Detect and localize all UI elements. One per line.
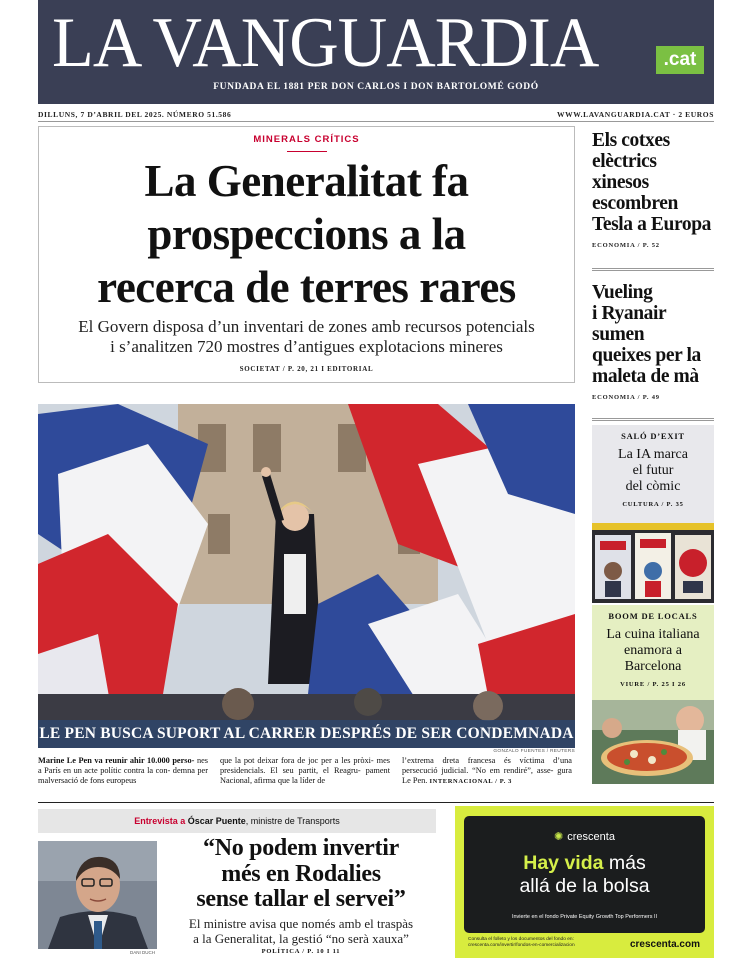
promo-title-line: enamora a	[624, 643, 682, 658]
promo-title-line: el futur	[632, 463, 674, 478]
deck-line: El ministre avisa que només amb el traspàs	[188, 916, 414, 931]
story-text: nes a París en un acte polític contra la con- demna per malversació de fons europeus	[38, 756, 208, 786]
rail-story-ev[interactable]	[592, 130, 714, 249]
promo-italian[interactable]	[592, 605, 714, 700]
photo-caption: LE PEN BUSCA SUPORT AL CARRER DESPRÉS DE SER CONDEMNADA	[38, 720, 575, 748]
promo-section: VIURE / P. 25 I 26	[620, 681, 686, 688]
ad-url[interactable]: crescenta.com	[629, 939, 700, 950]
dateline	[38, 108, 714, 122]
headline-line: La Generalitat fa	[144, 156, 469, 206]
interview-deck	[166, 916, 436, 946]
pizza-image	[592, 700, 714, 784]
logo-domain-badge: .cat	[656, 46, 704, 74]
deck-line: El Govern disposa d’un inventari de zones amb recursos potencials	[78, 317, 535, 336]
promo-kicker: BOOM DE LOCALS	[608, 611, 698, 621]
promo-title-line: La cuina italiana	[606, 627, 700, 642]
rail-headline-line: queixes per la	[592, 345, 701, 366]
quote-line: sense tallar el servei”	[196, 886, 406, 912]
divider	[592, 418, 714, 421]
rail-headline-line: Tesla a Europa	[592, 214, 712, 235]
portrait-credit: DANI DUCH	[130, 950, 156, 955]
lead-story[interactable]	[38, 126, 575, 383]
ad-brand	[464, 830, 705, 843]
slogan-text: más	[603, 852, 646, 874]
interviewee-name: Óscar Puente	[187, 816, 246, 826]
story-lead-bold: Marine Le Pen va reunir ahir 10.000 perso-	[38, 756, 195, 765]
rail-section: ECONOMIA / P. 52	[592, 242, 660, 249]
rail-section: ECONOMIA / P. 49	[592, 394, 660, 401]
issue-date: DILLUNS, 7 D’ABRIL DEL 2025. NÚMERO 51.586	[38, 110, 232, 119]
rally-photo	[38, 404, 575, 748]
rail-headline-line: Vueling	[592, 282, 653, 303]
rail-headline-line: maleta de mà	[592, 366, 699, 387]
brand-logo-icon: ✺	[554, 831, 564, 843]
newspaper-logo[interactable]: LA VANGUARDIA	[52, 4, 599, 82]
story-column	[220, 756, 390, 787]
rail-headline-line: sumen	[592, 324, 645, 345]
rail-story-vueling[interactable]	[592, 282, 714, 401]
promo-kicker: SALÓ D’EXIT	[621, 431, 685, 441]
headline-line: recerca de terres rares	[97, 262, 516, 312]
website-price: WWW.LAVANGUARDIA.CAT · 2 EUROS	[557, 110, 714, 119]
interview-page-reference: POLÍTICA / P. 10 I 11	[261, 948, 341, 955]
story-text: l’extrema dreta francesa és víctima d’una persecució judicial. “No em rendiré”, asse- gura Le Pen.	[402, 756, 572, 786]
story-column	[402, 756, 572, 788]
rail-headline	[592, 130, 714, 235]
portrait-image	[38, 841, 157, 949]
lead-headline[interactable]	[39, 155, 574, 314]
promo-title	[592, 447, 714, 495]
ad-card	[464, 816, 705, 933]
promo-title-line: La IA marca	[618, 447, 688, 462]
photo-credit: GONZALO FUENTES / REUTERS	[493, 749, 575, 754]
divider	[38, 802, 714, 803]
ad-subtext: Invierte en el fondo Private Equity Growth Top Performers II	[511, 914, 658, 920]
interviewee-portrait	[38, 841, 157, 949]
story-column	[38, 756, 208, 787]
lead-page-reference: SOCIETAT / P. 20, 21 I EDITORIAL	[239, 365, 374, 373]
quote-line: “No podem invertir	[203, 835, 399, 861]
rail-headline-line: elèctrics	[592, 151, 657, 172]
kicker-underline	[287, 151, 327, 152]
interview-quote[interactable]	[166, 836, 436, 913]
slogan-text: allá de la bolsa	[519, 875, 650, 897]
divider	[38, 121, 714, 122]
interview-label	[38, 809, 436, 833]
quote-line: més en Rodalies	[221, 860, 381, 887]
main-photo[interactable]	[38, 404, 575, 748]
slogan-highlight: Hay vida	[523, 852, 604, 874]
rail-headline	[592, 282, 714, 387]
story-page-reference[interactable]: INTERNACIONAL / P. 3	[429, 778, 512, 786]
masthead-tagline: FUNDADA EL 1881 PER DON CARLOS I DON BARTOLOMÉ GODÓ	[213, 82, 539, 92]
divider	[592, 268, 714, 271]
promo-title	[592, 627, 714, 675]
comic-art-image	[592, 523, 714, 603]
masthead	[38, 0, 714, 104]
deck-line: i s’analitzen 720 mostres d’antigues explotacions mineres	[110, 337, 503, 356]
promo-section: CULTURA / P. 35	[622, 501, 684, 508]
lead-deck	[39, 317, 574, 357]
rail-headline-line: Els cotxes	[592, 130, 670, 151]
interview-tag: Entrevista a	[134, 816, 186, 826]
story-text: que la pot deixar fora de joc per a les pròxi- mes presidencials. El seu partit, el Reagru- pament Nacional, afirma que la líder de	[220, 756, 390, 786]
lead-kicker: MINERALS CRÍTICS	[253, 134, 360, 145]
promo-title-line: Barcelona	[624, 659, 682, 674]
promo-title-line: del còmic	[625, 479, 681, 494]
ad-slogan	[464, 852, 705, 898]
crescenta-ad[interactable]	[455, 806, 714, 958]
rail-headline-line: xinesos	[592, 172, 649, 193]
rail-headline-line: escombren	[592, 193, 678, 214]
deck-line: a la Generalitat, la gestió “no serà xauxa”	[193, 931, 409, 946]
interviewee-role: , ministre de Transports	[245, 816, 340, 826]
rail-headline-line: i Ryanair	[592, 303, 667, 324]
headline-line: prospeccions a la	[147, 209, 466, 259]
ad-legal-text: Consulta el folleto y los documentos del fondo en: crescenta.com/invertir/fondos-en-comercializacion	[468, 937, 575, 948]
ad-brand-name: crescenta	[567, 831, 615, 843]
promo-comic[interactable]	[592, 425, 714, 603]
